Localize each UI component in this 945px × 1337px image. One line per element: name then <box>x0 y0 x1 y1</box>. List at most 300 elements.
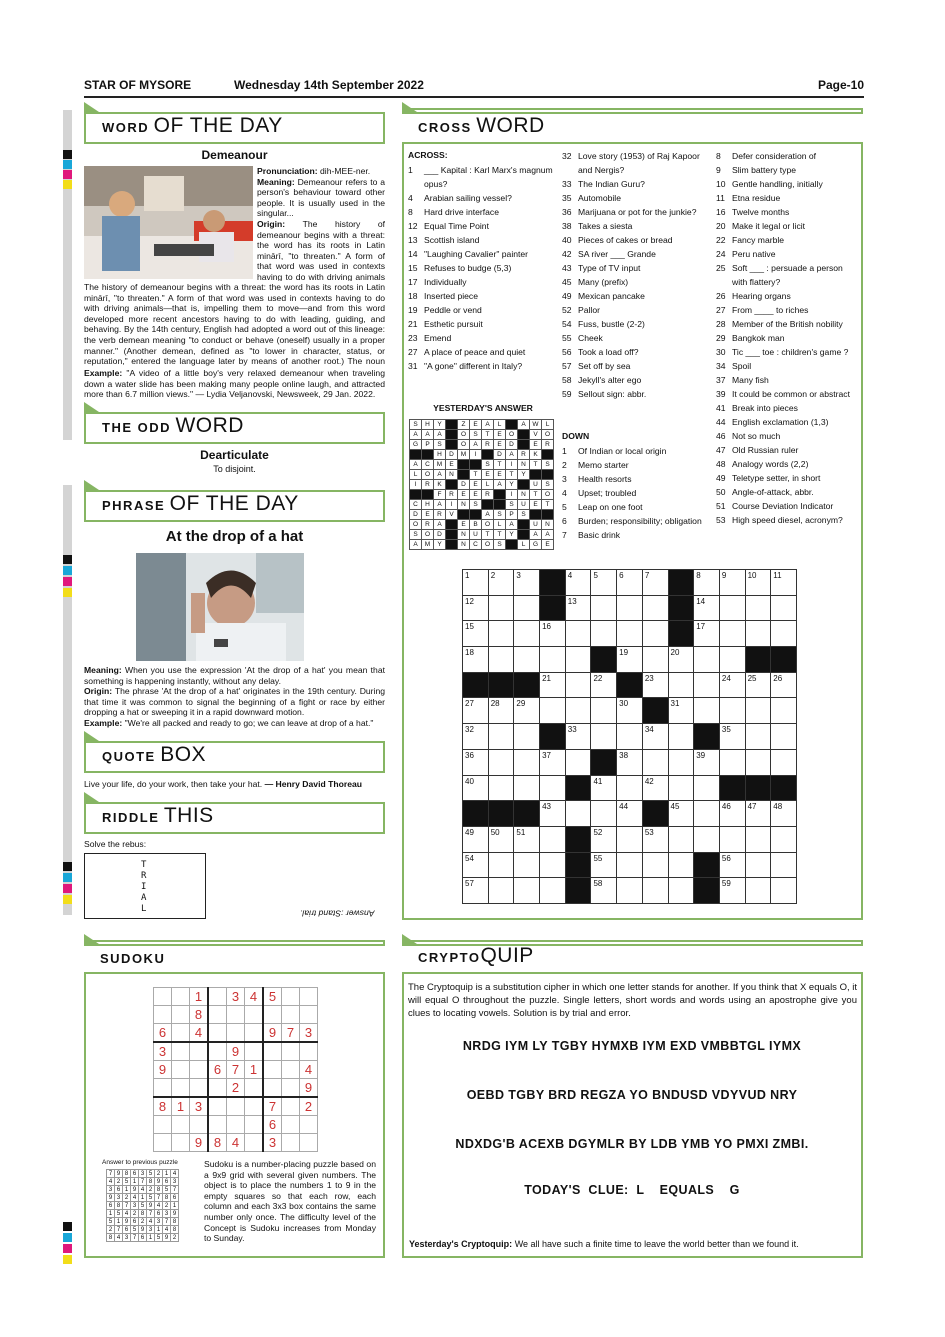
grid-cell[interactable] <box>590 852 617 879</box>
grid-cell[interactable] <box>770 672 797 699</box>
grid-cell[interactable] <box>462 877 489 904</box>
sudoku-cell[interactable] <box>263 1006 282 1024</box>
clue-item <box>408 163 558 191</box>
grid-cell[interactable] <box>539 646 566 673</box>
grid-cell[interactable] <box>513 852 540 879</box>
answer-cell <box>494 500 506 510</box>
answer-cell <box>530 470 542 480</box>
grid-cell[interactable] <box>719 569 746 596</box>
grid-block <box>488 800 515 827</box>
answer-cell: D <box>434 530 446 540</box>
sudoku-cell[interactable] <box>300 1134 318 1152</box>
answer-cell: E <box>458 520 470 530</box>
clue-number-label: 37 <box>542 750 551 760</box>
sudoku-cell[interactable] <box>282 988 300 1006</box>
yesterday-text: We all have such a finite time to leave the world better than we found it. <box>514 1239 799 1249</box>
grid-cell[interactable] <box>693 697 720 724</box>
prev-sudoku-cell: 4 <box>163 1226 171 1234</box>
sudoku-cell[interactable] <box>245 1024 264 1043</box>
answer-cell <box>542 450 554 460</box>
sudoku-cell: 9 <box>190 1134 209 1152</box>
answer-cell: T <box>482 530 494 540</box>
prev-sudoku-cell: 3 <box>139 1170 147 1178</box>
answer-cell: S <box>470 430 482 440</box>
grid-cell[interactable] <box>719 723 746 750</box>
sudoku-cell[interactable] <box>190 1116 209 1134</box>
grid-cell[interactable] <box>539 620 566 647</box>
grid-cell[interactable] <box>745 595 772 622</box>
grid-cell[interactable] <box>488 595 515 622</box>
prev-sudoku-cell: 5 <box>115 1210 123 1218</box>
clue-item <box>716 219 860 233</box>
answer-cell: C <box>422 460 434 470</box>
answer-cell: N <box>458 540 470 550</box>
clue-item <box>562 472 712 486</box>
grid-cell[interactable] <box>539 800 566 827</box>
grid-cell[interactable] <box>590 620 617 647</box>
sudoku-description: Sudoku is a number-placing puzzle based on a 9x9 grid with several given numbers. The object is to place the numbers 1 to 9 in the empty squares so that each row, each column and each 3x3 box contains the same number only once. The difficulty level of the Concept is Sudoku increases from Monday to Sunday. <box>204 1159 376 1244</box>
grid-cell[interactable] <box>462 569 489 596</box>
grid-cell[interactable] <box>745 697 772 724</box>
grid-cell[interactable] <box>693 775 720 802</box>
sudoku-cell[interactable] <box>154 988 172 1006</box>
grid-cell[interactable] <box>565 646 592 673</box>
grid-cell[interactable] <box>745 826 772 853</box>
sudoku-cell[interactable] <box>282 1097 300 1116</box>
grid-cell[interactable] <box>616 595 643 622</box>
grid-cell[interactable] <box>462 620 489 647</box>
clue-text: Old Russian ruler <box>732 445 799 455</box>
grid-cell[interactable] <box>770 595 797 622</box>
prev-sudoku-cell: 3 <box>147 1226 155 1234</box>
grid-cell[interactable] <box>770 877 797 904</box>
answer-cell <box>518 440 530 450</box>
sudoku-cell[interactable] <box>208 1079 227 1098</box>
clue-number: 40 <box>562 235 572 245</box>
stressed-man-photo <box>136 553 304 661</box>
answer-cell: S <box>434 440 446 450</box>
sudoku-cell[interactable] <box>208 1042 227 1061</box>
grid-cell[interactable] <box>616 800 643 827</box>
grid-cell[interactable] <box>616 826 643 853</box>
grid-block <box>513 800 540 827</box>
grid-cell[interactable] <box>770 852 797 879</box>
grid-cell[interactable] <box>462 723 489 750</box>
answer-cell <box>482 450 494 460</box>
clue-number: 35 <box>562 193 572 203</box>
sudoku-cell[interactable] <box>245 1134 264 1152</box>
sudoku-cell[interactable] <box>300 1042 318 1061</box>
grid-cell[interactable] <box>565 672 592 699</box>
grid-cell[interactable] <box>719 749 746 776</box>
sudoku-cell[interactable] <box>172 988 190 1006</box>
grid-cell[interactable] <box>616 723 643 750</box>
clue-item <box>562 261 712 275</box>
grid-cell[interactable] <box>668 800 695 827</box>
sudoku-cell[interactable] <box>263 1079 282 1098</box>
grid-cell[interactable] <box>616 697 643 724</box>
header-small: CROSS <box>418 120 472 135</box>
grid-cell[interactable] <box>616 852 643 879</box>
grid-cell[interactable] <box>488 877 515 904</box>
prev-sudoku-cell: 8 <box>171 1226 179 1234</box>
sudoku-cell[interactable] <box>154 1134 172 1152</box>
answer-cell: N <box>458 530 470 540</box>
sudoku-cell[interactable] <box>154 1006 172 1024</box>
clue-text: "Laughing Cavalier" painter <box>424 249 529 259</box>
sudoku-cell[interactable] <box>190 1042 209 1061</box>
grid-cell[interactable] <box>513 723 540 750</box>
grid-cell[interactable] <box>642 620 669 647</box>
prev-sudoku-cell: 7 <box>147 1210 155 1218</box>
grid-cell[interactable] <box>565 620 592 647</box>
answer-cell <box>518 480 530 490</box>
rebus-box <box>84 853 206 919</box>
clue-item <box>716 317 860 331</box>
reg-mark <box>63 1255 72 1264</box>
answer-cell: C <box>470 540 482 550</box>
grid-cell[interactable] <box>642 723 669 750</box>
clue-text: Angle-of-attack, abbr. <box>732 487 814 497</box>
grid-cell[interactable] <box>539 775 566 802</box>
clue-number: 36 <box>562 207 572 217</box>
grid-cell[interactable] <box>513 569 540 596</box>
grid-cell[interactable] <box>539 852 566 879</box>
grid-cell[interactable] <box>770 800 797 827</box>
sudoku-cell[interactable] <box>208 1116 227 1134</box>
sudoku-cell[interactable] <box>172 1116 190 1134</box>
clue-number: 5 <box>562 502 567 512</box>
grid-cell[interactable] <box>488 775 515 802</box>
sudoku-cell[interactable] <box>227 1097 245 1116</box>
sudoku-cell[interactable] <box>208 1097 227 1116</box>
grid-cell[interactable] <box>642 569 669 596</box>
grid-cell[interactable] <box>488 697 515 724</box>
grid-block <box>565 852 592 879</box>
grid-cell[interactable] <box>565 723 592 750</box>
grid-cell[interactable] <box>616 877 643 904</box>
grid-cell[interactable] <box>693 646 720 673</box>
grid-cell[interactable] <box>770 826 797 853</box>
sudoku-cell[interactable] <box>172 1006 190 1024</box>
grid-cell[interactable] <box>616 569 643 596</box>
answer-cell: T <box>494 460 506 470</box>
grid-cell[interactable] <box>488 620 515 647</box>
grid-cell[interactable] <box>513 646 540 673</box>
sudoku-cell[interactable] <box>282 1061 300 1079</box>
sudoku-cell[interactable] <box>190 1061 209 1079</box>
grid-cell[interactable] <box>565 800 592 827</box>
sudoku-cell[interactable] <box>282 1079 300 1098</box>
grid-cell[interactable] <box>462 697 489 724</box>
grid-cell[interactable] <box>693 595 720 622</box>
grid-cell[interactable] <box>513 749 540 776</box>
sudoku-cell[interactable] <box>300 988 318 1006</box>
clue-number: 49 <box>562 291 572 301</box>
grid-cell[interactable] <box>590 595 617 622</box>
grid-cell[interactable] <box>462 595 489 622</box>
grid-block <box>462 800 489 827</box>
prev-sudoku-cell: 9 <box>115 1170 123 1178</box>
grid-cell[interactable] <box>719 620 746 647</box>
grid-cell[interactable] <box>616 775 643 802</box>
prev-sudoku-cell: 1 <box>131 1178 139 1186</box>
grid-cell[interactable] <box>719 697 746 724</box>
grid-cell[interactable] <box>719 646 746 673</box>
clue-item <box>716 177 860 191</box>
grid-cell[interactable] <box>719 826 746 853</box>
sudoku-cell[interactable] <box>282 1042 300 1061</box>
grid-cell[interactable] <box>642 826 669 853</box>
clue-item <box>562 514 712 528</box>
answer-cell: R <box>446 490 458 500</box>
grid-cell[interactable] <box>745 749 772 776</box>
clue-text: Sellout sign: abbr. <box>578 389 647 399</box>
sudoku-cell[interactable] <box>282 1116 300 1134</box>
sudoku-cell[interactable] <box>172 1042 190 1061</box>
prev-sudoku-cell: 9 <box>147 1202 155 1210</box>
clue-item <box>562 303 712 317</box>
grid-cell[interactable] <box>513 595 540 622</box>
sudoku-cell[interactable] <box>227 1116 245 1134</box>
grid-cell[interactable] <box>745 877 772 904</box>
answer-cell <box>446 530 458 540</box>
grid-cell[interactable] <box>668 723 695 750</box>
grid-cell[interactable] <box>488 646 515 673</box>
grid-cell[interactable] <box>693 620 720 647</box>
grid-cell[interactable] <box>462 646 489 673</box>
grid-cell[interactable] <box>668 852 695 879</box>
sudoku-cell: 8 <box>154 1097 172 1116</box>
clue-number-label: 12 <box>465 596 474 606</box>
sudoku-cell[interactable] <box>245 1006 264 1024</box>
grid-block <box>513 672 540 699</box>
clue-text: Many fish <box>732 375 769 385</box>
sudoku-cell[interactable] <box>208 988 227 1006</box>
answer-cell: D <box>506 440 518 450</box>
grid-cell[interactable] <box>642 775 669 802</box>
grid-cell[interactable] <box>693 826 720 853</box>
crossword-header <box>402 112 863 144</box>
grid-cell[interactable] <box>745 800 772 827</box>
answer-cell: S <box>494 540 506 550</box>
sudoku-cell[interactable] <box>245 1116 264 1134</box>
clue-number-label: 26 <box>773 673 783 683</box>
grid-cell[interactable] <box>513 620 540 647</box>
grid-cell[interactable] <box>719 595 746 622</box>
sudoku-cell[interactable] <box>245 1042 264 1061</box>
grid-block <box>693 852 720 879</box>
grid-cell[interactable] <box>770 620 797 647</box>
grid-cell[interactable] <box>616 620 643 647</box>
clue-text: Tic ___ toe : children's game ? <box>732 347 849 357</box>
grid-cell[interactable] <box>488 852 515 879</box>
grid-cell[interactable] <box>565 595 592 622</box>
grid-cell[interactable] <box>719 672 746 699</box>
grid-cell[interactable] <box>565 697 592 724</box>
grid-cell[interactable] <box>513 877 540 904</box>
clue-text: Break into pieces <box>732 403 798 413</box>
sudoku-cell[interactable] <box>227 1006 245 1024</box>
clue-text: Gentle handling, initially <box>732 179 823 189</box>
grid-cell[interactable] <box>488 826 515 853</box>
grid-cell[interactable] <box>513 826 540 853</box>
header-small: PHRASE <box>102 498 166 513</box>
sudoku-cell[interactable] <box>172 1134 190 1152</box>
sudoku-cell[interactable] <box>282 1134 300 1152</box>
grid-cell[interactable] <box>693 800 720 827</box>
grid-cell[interactable] <box>693 749 720 776</box>
grid-cell[interactable] <box>539 697 566 724</box>
grid-cell[interactable] <box>642 595 669 622</box>
grid-cell[interactable] <box>590 697 617 724</box>
grid-cell[interactable] <box>462 775 489 802</box>
grid-cell[interactable] <box>462 852 489 879</box>
sudoku-cell[interactable] <box>245 1079 264 1098</box>
grid-cell[interactable] <box>745 620 772 647</box>
clue-text: Type of TV input <box>578 263 641 273</box>
grid-cell[interactable] <box>513 697 540 724</box>
clue-number: 44 <box>716 417 726 427</box>
grid-cell[interactable] <box>590 569 617 596</box>
grid-cell[interactable] <box>668 646 695 673</box>
clue-item <box>716 247 860 261</box>
sudoku-cell[interactable] <box>172 1024 190 1043</box>
sudoku-cell: 9 <box>154 1061 172 1079</box>
sudoku-cell[interactable] <box>154 1079 172 1098</box>
grid-cell[interactable] <box>590 877 617 904</box>
prev-sudoku-cell: 7 <box>155 1194 163 1202</box>
grid-cell[interactable] <box>513 775 540 802</box>
grid-cell[interactable] <box>693 569 720 596</box>
answer-cell: A <box>470 440 482 450</box>
grid-cell[interactable] <box>642 852 669 879</box>
answer-cell <box>446 430 458 440</box>
grid-cell[interactable] <box>462 826 489 853</box>
grid-cell[interactable] <box>745 672 772 699</box>
grid-cell[interactable] <box>770 697 797 724</box>
grid-cell[interactable] <box>745 723 772 750</box>
grid-cell[interactable] <box>590 723 617 750</box>
clue-number: 18 <box>408 291 418 301</box>
sudoku-cell[interactable] <box>282 1006 300 1024</box>
grid-cell[interactable] <box>488 569 515 596</box>
grid-cell[interactable] <box>488 749 515 776</box>
grid-cell[interactable] <box>719 800 746 827</box>
sudoku-cell[interactable] <box>208 1006 227 1024</box>
clue-number: 26 <box>716 291 726 301</box>
clue-number-label: 6 <box>619 571 624 580</box>
clue-number-label: 34 <box>644 725 654 735</box>
grid-cell[interactable] <box>642 672 669 699</box>
grid-cell[interactable] <box>668 775 695 802</box>
clue-item <box>408 219 558 233</box>
grid-cell[interactable] <box>668 826 695 853</box>
grid-cell[interactable] <box>565 569 592 596</box>
prev-sudoku-cell: 7 <box>171 1186 179 1194</box>
answer-cell: N <box>458 500 470 510</box>
sudoku-cell[interactable] <box>154 1116 172 1134</box>
sudoku-cell[interactable] <box>172 1079 190 1098</box>
reg-mark <box>63 160 72 169</box>
grid-cell[interactable] <box>668 697 695 724</box>
grid-cell[interactable] <box>642 749 669 776</box>
grid-cell[interactable] <box>668 877 695 904</box>
sudoku-cell[interactable] <box>190 1079 209 1098</box>
grid-cell[interactable] <box>616 646 643 673</box>
answer-cell: N <box>518 490 530 500</box>
grid-cell[interactable] <box>462 749 489 776</box>
grid-cell[interactable] <box>719 852 746 879</box>
grid-cell[interactable] <box>770 749 797 776</box>
grid-cell[interactable] <box>668 749 695 776</box>
grid-cell[interactable] <box>642 877 669 904</box>
grid-cell[interactable] <box>745 569 772 596</box>
grid-cell[interactable] <box>668 672 695 699</box>
clue-item <box>562 177 712 191</box>
sudoku-cell[interactable] <box>263 1061 282 1079</box>
grid-cell[interactable] <box>693 672 720 699</box>
clue-number-label: 58 <box>593 879 603 889</box>
grid-cell[interactable] <box>719 877 746 904</box>
header-large: OF THE DAY <box>153 114 283 137</box>
sudoku-cell[interactable] <box>263 1042 282 1061</box>
grid-cell[interactable] <box>770 723 797 750</box>
sudoku-cell[interactable] <box>208 1024 227 1043</box>
grid-cell[interactable] <box>539 672 566 699</box>
grid-cell[interactable] <box>590 672 617 699</box>
clue-text: Spoil <box>732 361 752 371</box>
clue-text: Health resorts <box>578 474 632 484</box>
sudoku-cell[interactable] <box>172 1061 190 1079</box>
word-origin-side <box>257 219 385 281</box>
clue-number: 8 <box>716 151 721 161</box>
clue-number: 51 <box>716 501 726 511</box>
sudoku-cell[interactable] <box>227 1024 245 1043</box>
grid-cell[interactable] <box>539 877 566 904</box>
grid-cell[interactable] <box>616 749 643 776</box>
grid-cell[interactable] <box>745 852 772 879</box>
answer-cell: A <box>482 510 494 520</box>
answer-cell: O <box>422 530 434 540</box>
sudoku-cell: 7 <box>227 1061 245 1079</box>
paper-name: STAR OF MYSORE <box>84 78 192 92</box>
sudoku-cell[interactable] <box>300 1006 318 1024</box>
grid-cell[interactable] <box>590 800 617 827</box>
grid-cell[interactable] <box>590 775 617 802</box>
clue-item <box>716 415 860 429</box>
grid-cell[interactable] <box>488 723 515 750</box>
prev-sudoku-cell: 1 <box>147 1234 155 1242</box>
sudoku-cell[interactable] <box>245 1097 264 1116</box>
sudoku-cell[interactable] <box>300 1116 318 1134</box>
answer-cell: E <box>470 420 482 430</box>
grid-cell[interactable] <box>539 826 566 853</box>
rebus-letter: R <box>141 871 147 881</box>
grid-cell[interactable] <box>539 749 566 776</box>
clue-number: 32 <box>562 151 572 161</box>
prev-sudoku-cell: 9 <box>123 1218 131 1226</box>
grid-cell[interactable] <box>590 826 617 853</box>
grid-cell[interactable] <box>642 646 669 673</box>
grid-cell[interactable] <box>770 569 797 596</box>
clue-text: Bangkok man <box>732 333 785 343</box>
sudoku-cell: 4 <box>245 988 264 1006</box>
riddle-answer: Answer :Stand trial. <box>300 908 375 919</box>
prev-sudoku-cell: 9 <box>139 1226 147 1234</box>
clue-text: Set off by sea <box>578 361 631 371</box>
grid-cell[interactable] <box>565 749 592 776</box>
